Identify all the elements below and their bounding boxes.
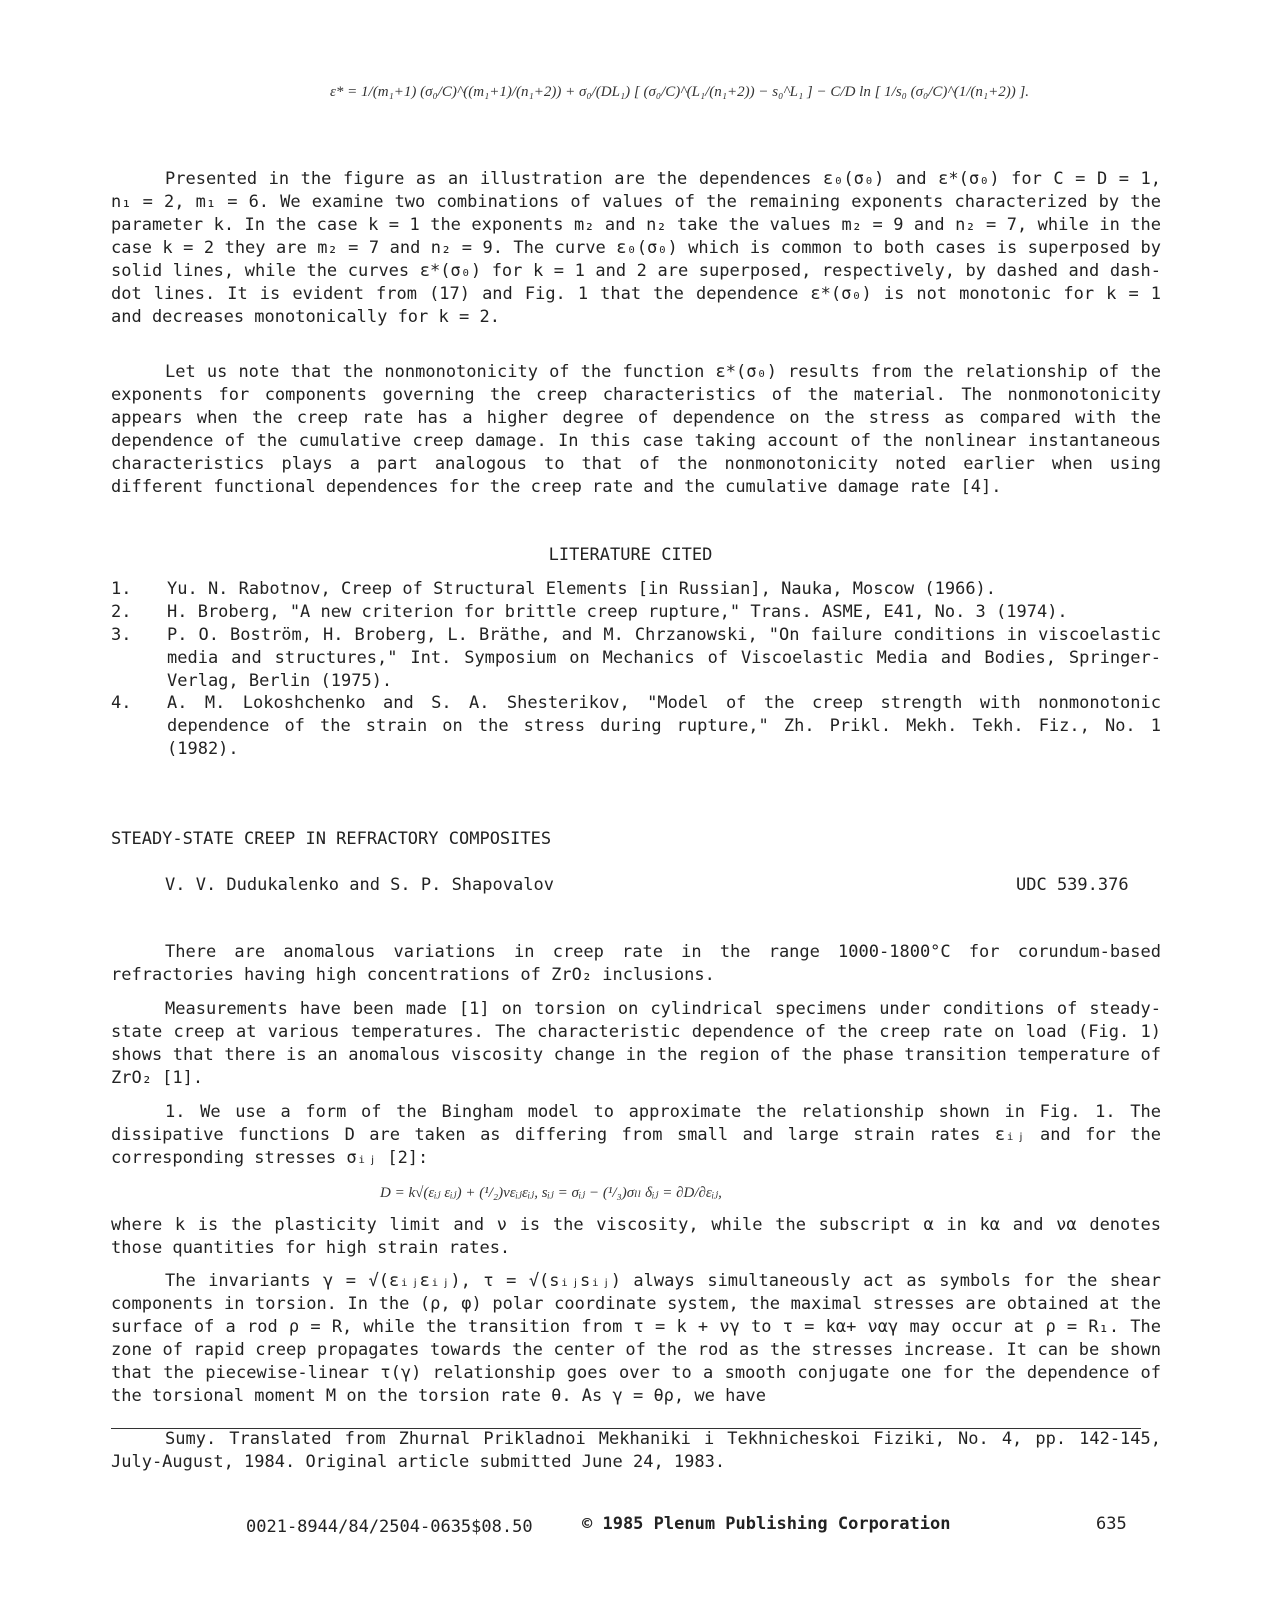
- paragraph-abstract: There are anomalous variations in creep rate in the range 1000-1800°C for corundum-based refractories having high concentrations of ZrO₂ inclusions.: [111, 942, 1161, 985]
- reference-number: 2.: [111, 602, 132, 622]
- article-authors: V. V. Dudukalenko and S. P. Shapovalov: [165, 875, 554, 895]
- reference-text: P. O. Boström, H. Broberg, L. Bräthe, and M. Chrzanowski, "On failure conditions in viscoelastic media and structures," Int. Symposium on Mechanics of Viscoelastic Media and Bodies, Springer-Verlag, Berlin (1975).: [167, 625, 1161, 691]
- paragraph-illustration: Presented in the figure as an illustration are the dependences ε₀(σ₀) and ε*(σ₀) for C = D = 1, n₁ = 2, m₁ = 6. We examine two combinations of values of the remaining exponents characterized by the parameter k. In the case k = 1 the exponents m₂ and n₂ take the values m₂ = 9 and n₂ = 7, while in the case k = 2 they are m₂ = 7 and n₂ = 9. The curve ε₀(σ₀) which is common to both cases is superposed by solid lines, while the curves ε*(σ₀) for k = 1 and 2 are superposed, respectively, by dashed and dash-dot lines. It is evident from (17) and Fig. 1 that the dependence ε*(σ₀) is not monotonic for k = 1 and decreases monotonically for k = 2.: [111, 169, 1161, 327]
- reference-number: 1.: [111, 579, 132, 599]
- paragraph-measurements: Measurements have been made [1] on torsion on cylindrical specimens under conditions of steady-state creep at various temperatures. The characteristic dependence of the creep rate on load (Fig. 1) shows that there is an anomalous viscosity change in the region of the phase transition temperature of ZrO₂ [1].: [111, 999, 1161, 1088]
- reference-item: [111, 624, 1161, 693]
- reference-text: Yu. N. Rabotnov, Creep of Structural Elements [in Russian], Nauka, Moscow (1966).: [167, 579, 997, 599]
- udc-code: UDC 539.376: [1016, 875, 1129, 895]
- paragraph-bingham-model: 1. We use a form of the Bingham model to approximate the relationship shown in Fig. 1. The dissipative functions D are taken as differing from small and large strain rates εᵢⱼ and for the corresponding stresses σᵢⱼ [2]:: [111, 1102, 1161, 1168]
- paragraph-plasticity: where k is the plasticity limit and ν is the viscosity, while the subscript α in kα and να denotes those quantities for high strain rates.: [111, 1215, 1161, 1258]
- footer-code: 0021-8944/84/2504-0635$08.50: [246, 1517, 533, 1537]
- literature-heading: LITERATURE CITED: [548, 545, 713, 565]
- footer-copyright: © 1985 Plenum Publishing Corporation: [582, 1514, 951, 1534]
- paragraph-nonmonotonicity: Let us note that the nonmonotonicity of the function ε*(σ₀) results from the relationship of the exponents for components governing the creep characteristics of the material. The nonmonotonicity appears when the creep rate has a higher degree of dependence on the stress as compared with the dependence of the cumulative creep damage. In this case taking account of the nonlinear instantaneous characteristics plays a part analogous to that of the nonmonotonicity noted earlier when using different functional dependences for the creep rate and the cumulative damage rate [4].: [111, 362, 1161, 497]
- reference-item: [111, 692, 1161, 761]
- reference-item: [111, 601, 1161, 624]
- page-number: 635: [1096, 1514, 1127, 1534]
- reference-text: H. Broberg, "A new criterion for brittle creep rupture," Trans. ASME, E41, No. 3 (1974).: [167, 602, 1068, 622]
- paragraph-invariants: The invariants γ = √(εᵢⱼεᵢⱼ), τ = √(sᵢⱼsᵢⱼ) always simultaneously act as symbols for the shear components in torsion. In the (ρ, φ) polar coordinate system, the maximal stresses are obtained at the surface of a rod ρ = R, while the transition from τ = k + νγ to τ = kα+ ναγ may occur at ρ = R₁. The zone of rapid creep propagates towards the center of the rod as the stresses increase. It can be shown that the piecewise-linear τ(γ) relationship goes over to a smooth conjugate one for the dependence of the torsional moment M on the torsion rate θ. As γ = θρ, we have: [111, 1271, 1161, 1406]
- article-title: STEADY-STATE CREEP IN REFRACTORY COMPOSITES: [111, 829, 552, 849]
- reference-item: [111, 578, 1161, 601]
- reference-number: 4.: [111, 693, 132, 713]
- footnote-translation: Sumy. Translated from Zhurnal Prikladnoi Mekhaniki i Tekhnicheskoi Fiziki, No. 4, pp. 142-145, July-August, 1984. Original article submitted June 24, 1983.: [111, 1429, 1161, 1472]
- equation-dissipative-function: D = k√(εᵢⱼ εᵢⱼ) + (¹/₂)νεᵢⱼεᵢⱼ, sᵢⱼ = σᵢⱼ − (¹/₃)σₗₗ δᵢⱼ = ∂D/∂εᵢⱼ,: [380, 1185, 722, 1201]
- reference-text: A. M. Lokoshchenko and S. A. Shesterikov, "Model of the creep strength with nonmonotonic dependence of the strain on the stress during rupture," Zh. Prikl. Mekh. Tekh. Fiz., No. 1 (1982).: [167, 693, 1161, 759]
- reference-number: 3.: [111, 625, 132, 645]
- equation-epsilon-star: ε* = 1/(m₁+1) (σ₀/C)^((m₁+1)/(n₁+2)) + σ₀/(DL₁) [ (σ₀/C)^(L₁/(n₁+2)) − s₀^L₁ ] − C/D ln [ 1/s₀ (σ₀/C)^(1/(n₁+2)) ].: [330, 84, 1030, 100]
